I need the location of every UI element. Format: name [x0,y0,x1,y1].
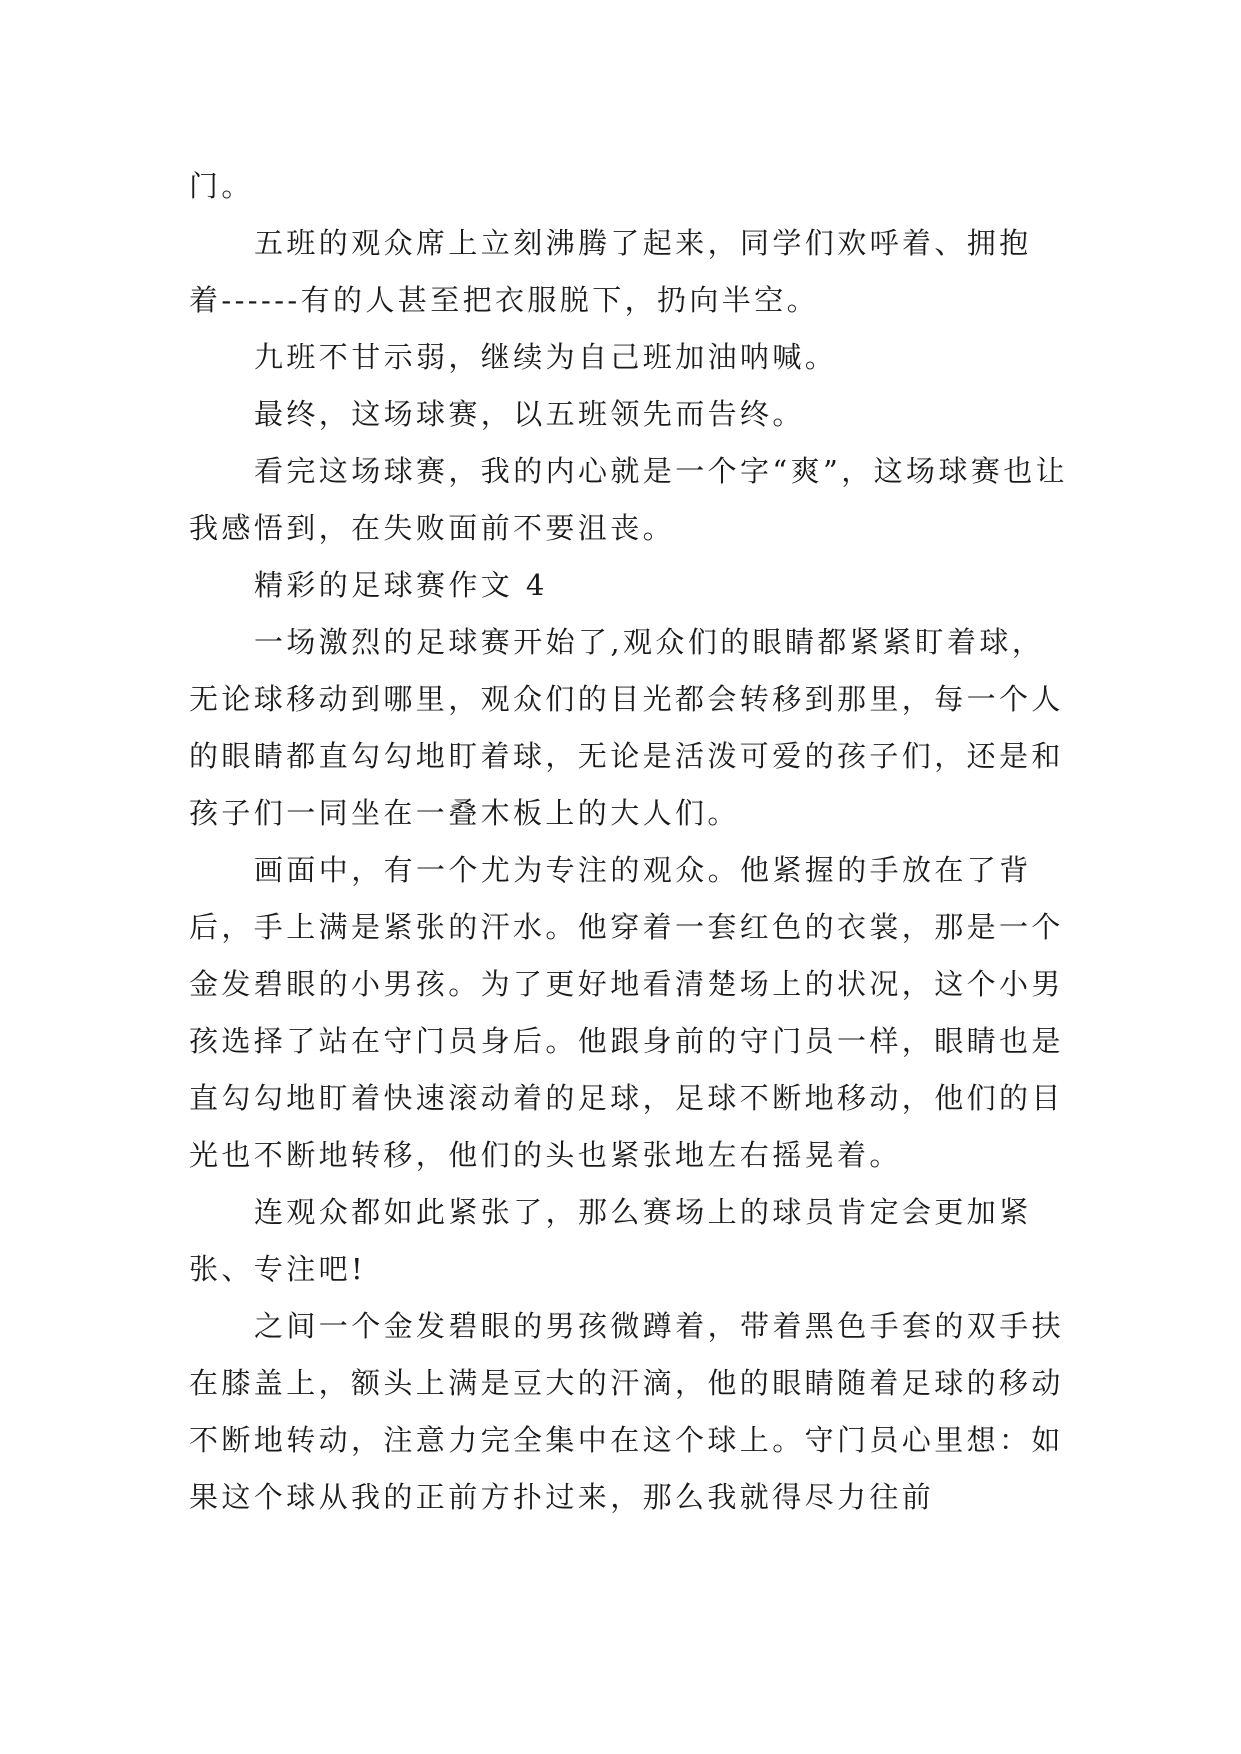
paragraph: 九班不甘示弱，继续为自己班加油呐喊。 [254,340,838,374]
paragraph: 看完这场球赛，我的内心就是一个字“爽”，这场球赛也让我感悟到，在失败面前不要沮丧。 [189,454,1069,545]
paragraph: 最终，这场球赛，以五班领先而告终。 [254,397,805,431]
paragraph: 五班的观众席上立刻沸腾了起来，同学们欢呼着、拥抱着------有的人甚至把衣服脱下，扔向半空。 [189,226,1032,317]
article-body [189,158,1069,1526]
paragraph: 一场激烈的足球赛开始了,观众们的眼睛都紧紧盯着球，无论球移动到哪里，观众们的目光都会转移到那里，每一个人的眼睛都直勾勾地盯着球，无论是活泼可爱的孩子们，还是和孩子们一同坐在一叠木板上的大人们。 [189,625,1064,830]
paragraph: 画面中，有一个尤为专注的观众。他紧握的手放在了背后，手上满是紧张的汗水。他穿着一套红色的衣裳，那是一个金发碧眼的小男孩。为了更好地看清楚场上的状况，这个小男孩选择了站在守门员身后。他跟身前的守门员一样，眼睛也是直勾勾地盯着快速滚动着的足球，足球不断地移动，他们的目光也不断地转移，他们的头也紧张地左右摇晃着。 [189,853,1064,1172]
paragraph: 门。 [189,169,254,203]
paragraph: 之间一个金发碧眼的男孩微蹲着，带着黑色手套的双手扶在膝盖上，额头上满是豆大的汗滴，他的眼睛随着足球的移动不断地转动，注意力完全集中在这个球上。守门员心里想：如果这个球从我的正前方扑过来，那么我就得尽力往前 [189,1309,1065,1514]
section-heading: 精彩的足球赛作文 4 [254,568,548,602]
paragraph: 连观众都如此紧张了，那么赛场上的球员肯定会更加紧张、专注吧! [189,1195,1032,1286]
